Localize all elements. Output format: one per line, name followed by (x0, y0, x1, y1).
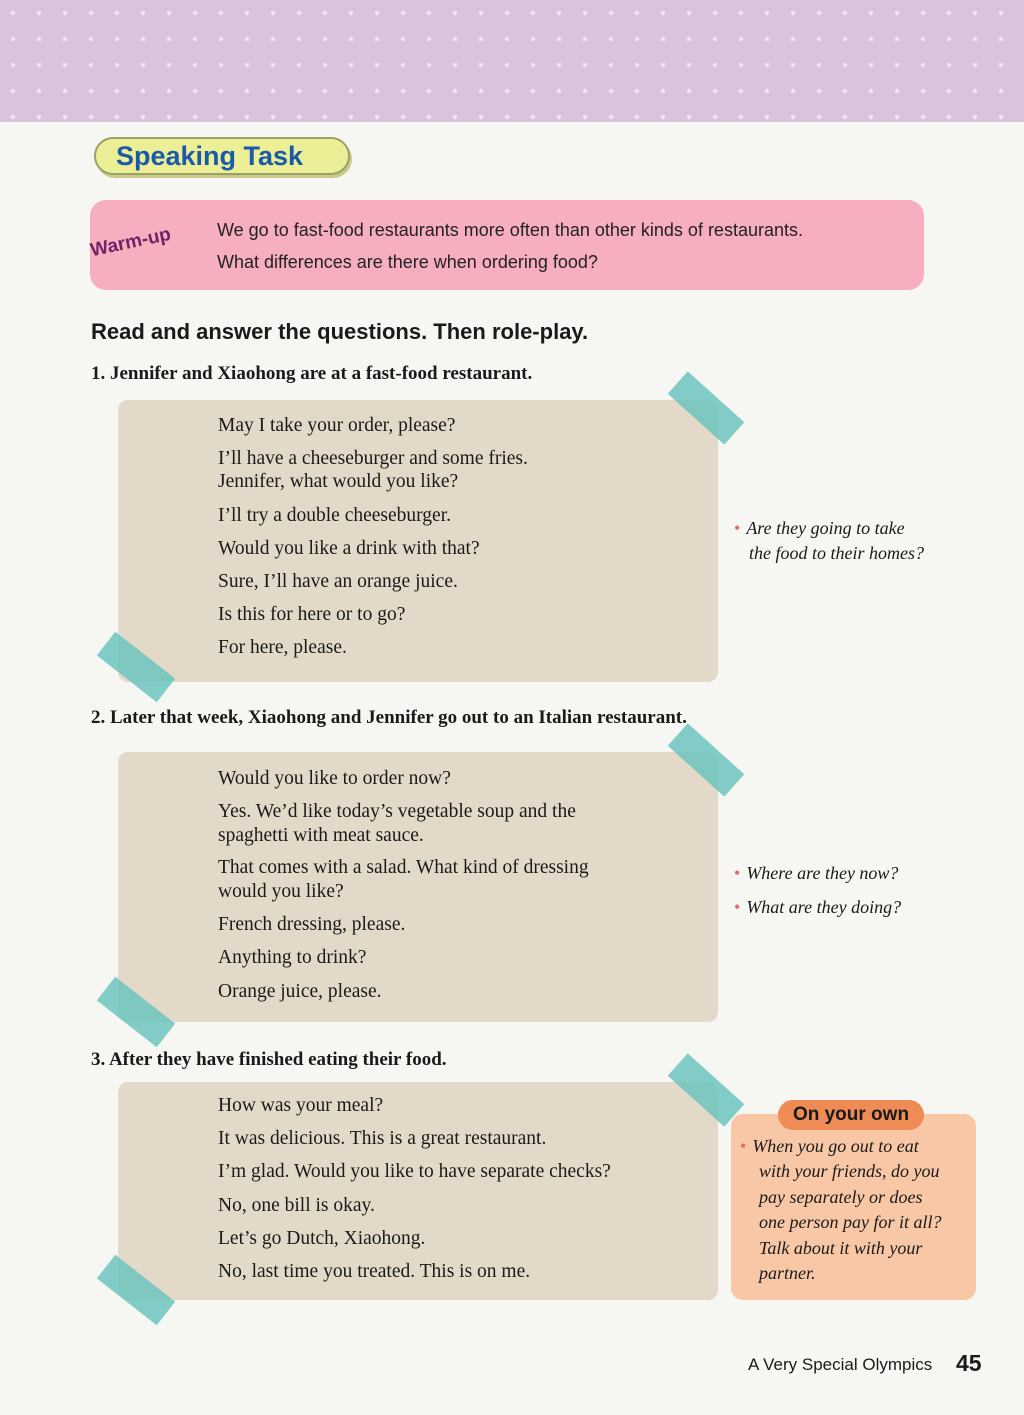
utterance: How was your meal? (218, 1095, 384, 1116)
dialogue-box-3 (118, 1082, 718, 1300)
on-your-own-line: partner. (759, 1263, 816, 1284)
hint-question (734, 895, 901, 920)
on-your-own-line: one person pay for it all? (759, 1212, 942, 1233)
on-your-own-line: Talk about it with your (759, 1237, 923, 1258)
hint-text: Are they going to take (746, 518, 905, 538)
section-1-title: 1. Jennifer and Xiaohong are at a fast-food restaurant. (91, 363, 533, 384)
bullet-icon: • (734, 863, 741, 883)
bullet-icon: • (740, 1136, 747, 1156)
decorative-header-band (0, 0, 1024, 122)
hint-text-continued: the food to their homes? (749, 543, 924, 563)
utterance: Let’s go Dutch, Xiaohong. (218, 1228, 426, 1249)
dialogue-box-2 (118, 752, 718, 1022)
on-your-own-label: On your own (778, 1100, 924, 1130)
warmup-line: We go to fast-food restaurants more often than other kinds of restaurants. (217, 220, 803, 240)
utterance: Would you like to order now? (218, 768, 451, 789)
on-your-own-line: When you go out to eat (752, 1136, 919, 1156)
hint-text: What are they doing? (746, 897, 902, 917)
utterance: French dressing, please. (218, 914, 406, 935)
section-3-title: 3. After they have finished eating their food. (91, 1049, 447, 1070)
on-your-own-text (740, 1134, 965, 1286)
utterance: I’ll have a cheeseburger and some fries. (218, 448, 528, 469)
utterance: No, last time you treated. This is on me. (218, 1261, 531, 1282)
utterance: Sure, I’ll have an orange juice. (218, 571, 458, 592)
page-number: 45 (956, 1350, 982, 1376)
warmup-text (217, 214, 917, 278)
utterance: I’m glad. Would you like to have separate checks? (218, 1161, 611, 1182)
utterance-continued: Jennifer, what would you like? (218, 471, 459, 492)
utterance: Is this for here or to go? (218, 604, 406, 625)
dialogue-box-1 (118, 400, 718, 682)
utterance: For here, please. (218, 637, 347, 658)
bullet-icon: • (734, 518, 741, 538)
speaking-task-title: Speaking Task (116, 140, 304, 171)
on-your-own-line: pay separately or does (759, 1186, 923, 1207)
speaking-task-banner (94, 137, 350, 175)
utterance: May I take your order, please? (218, 415, 456, 436)
instruction-heading: Read and answer the questions. Then role-play. (91, 319, 589, 344)
utterance: I’ll try a double cheeseburger. (218, 505, 452, 526)
footer-book-title: A Very Special Olympics (748, 1355, 933, 1374)
hint-question (734, 516, 924, 566)
warmup-line: What differences are there when ordering food? (217, 252, 598, 272)
utterance: Orange juice, please. (218, 981, 382, 1002)
warmup-label: Warm-up (88, 223, 173, 262)
utterance-continued: spaghetti with meat sauce. (218, 825, 424, 846)
utterance: No, one bill is okay. (218, 1195, 375, 1216)
utterance: Yes. We’d like today’s vegetable soup and the (218, 801, 576, 822)
section-2-title: 2. Later that week, Xiaohong and Jennifer go out to an Italian restaurant. (91, 707, 687, 728)
hint-text: Where are they now? (746, 863, 899, 883)
utterance: That comes with a salad. What kind of dressing (218, 857, 589, 878)
utterance: Anything to drink? (218, 947, 367, 968)
hint-question (734, 861, 898, 886)
utterance: It was delicious. This is a great restaurant. (218, 1128, 547, 1149)
bullet-icon: • (734, 897, 741, 917)
utterance-continued: would you like? (218, 881, 344, 902)
utterance: Would you like a drink with that? (218, 538, 480, 559)
on-your-own-line: with your friends, do you (759, 1161, 940, 1182)
